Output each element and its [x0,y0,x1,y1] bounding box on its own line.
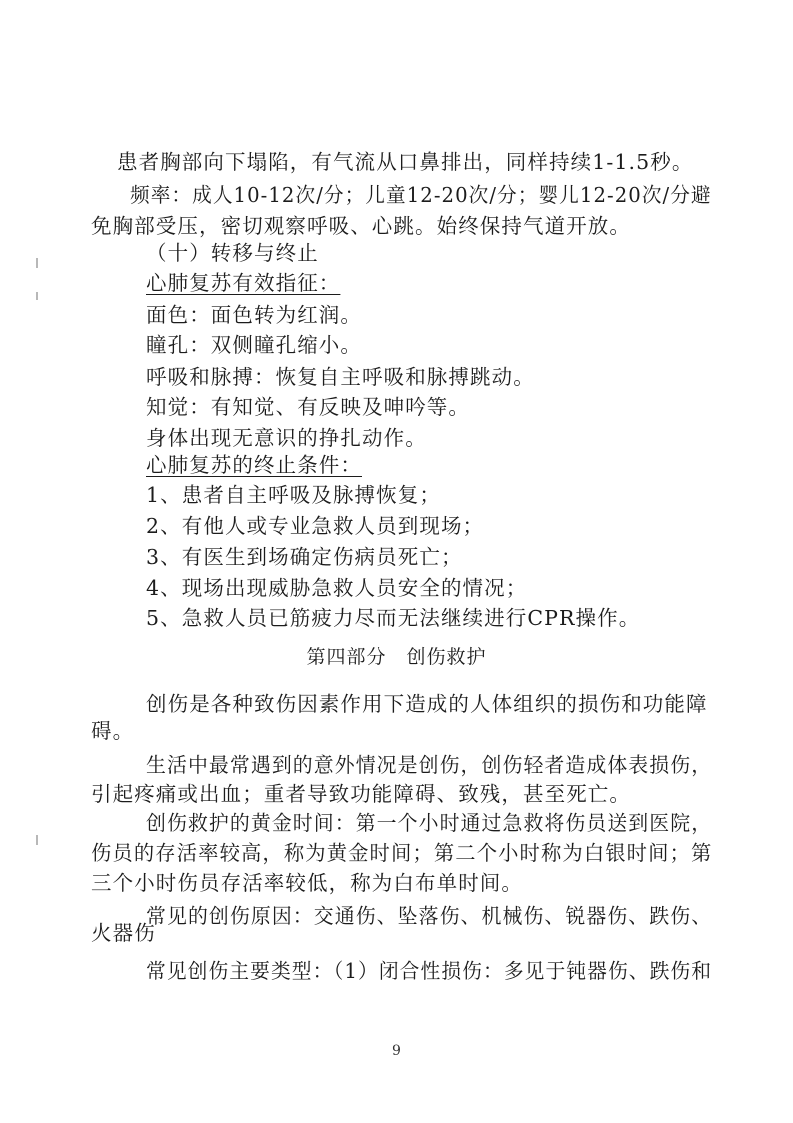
subsection-heading: （十）转移与终止 [146,241,319,265]
scan-mark [36,835,38,845]
text-line: 常见的创伤原因：交通伤、坠落伤、机械伤、锐器伤、跌伤、 [146,904,713,928]
list-item: 3、有医生到场确定伤病员死亡； [146,545,463,569]
text-line: 创伤救护的黄金时间：第一个小时通过急救将伤员送到医院， [146,811,713,835]
text-line: 面色：面色转为红润。 [146,303,362,327]
scan-mark [36,258,38,268]
text-line: 频率：成人10-12次/分；儿童12-20次/分；婴儿12-20次/分避 [130,183,712,207]
text-line: 免胸部受压，密切观察呼吸、心跳。始终保持气道开放。 [91,214,631,238]
underlined-heading: 心肺复苏有效指征： [146,271,341,295]
text-line: 常见创伤主要类型：（1）闭合性损伤：多见于钝器伤、跌伤和 [146,959,713,983]
list-item: 1、患者自主呼吸及脉搏恢复； [146,483,441,507]
text-line: 患者胸部向下塌陷，有气流从口鼻排出，同样持续1-1.5秒。 [117,150,694,174]
section-heading: 第四部分 创伤救护 [306,646,487,668]
text-line: 身体出现无意识的挣扎动作。 [146,426,427,450]
text-line: 生活中最常遇到的意外情况是创伤，创伤轻者造成体表损伤， [146,753,713,777]
text-line: 碍。 [91,719,135,743]
text-line: 伤员的存活率较高，称为黄金时间；第二个小时称为白银时间；第 [91,841,713,865]
text-line: 瞳孔：双侧瞳孔缩小。 [146,333,362,357]
page-number: 9 [392,1043,401,1059]
list-item: 4、现场出现威胁急救人员安全的情况； [146,576,528,600]
text-line: 知觉：有知觉、有反映及呻吟等。 [146,395,470,419]
text-line: 呼吸和脉搏：恢复自主呼吸和脉搏跳动。 [146,365,535,389]
list-item: 5、急救人员已筋疲力尽而无法继续进行CPR操作。 [146,606,641,630]
text-line: 引起疼痛或出血；重者导致功能障碍、致残，甚至死亡。 [91,782,631,806]
list-item: 2、有他人或专业急救人员到现场； [146,514,485,538]
text-line: 三个小时伤员存活率较低，称为白布单时间。 [91,871,523,895]
scan-mark [36,292,38,300]
text-line: 创伤是各种致伤因素作用下造成的人体组织的损伤和功能障 [146,692,708,716]
underlined-heading: 心肺复苏的终止条件： [146,453,362,477]
text-line: 火器伤 [91,921,156,945]
